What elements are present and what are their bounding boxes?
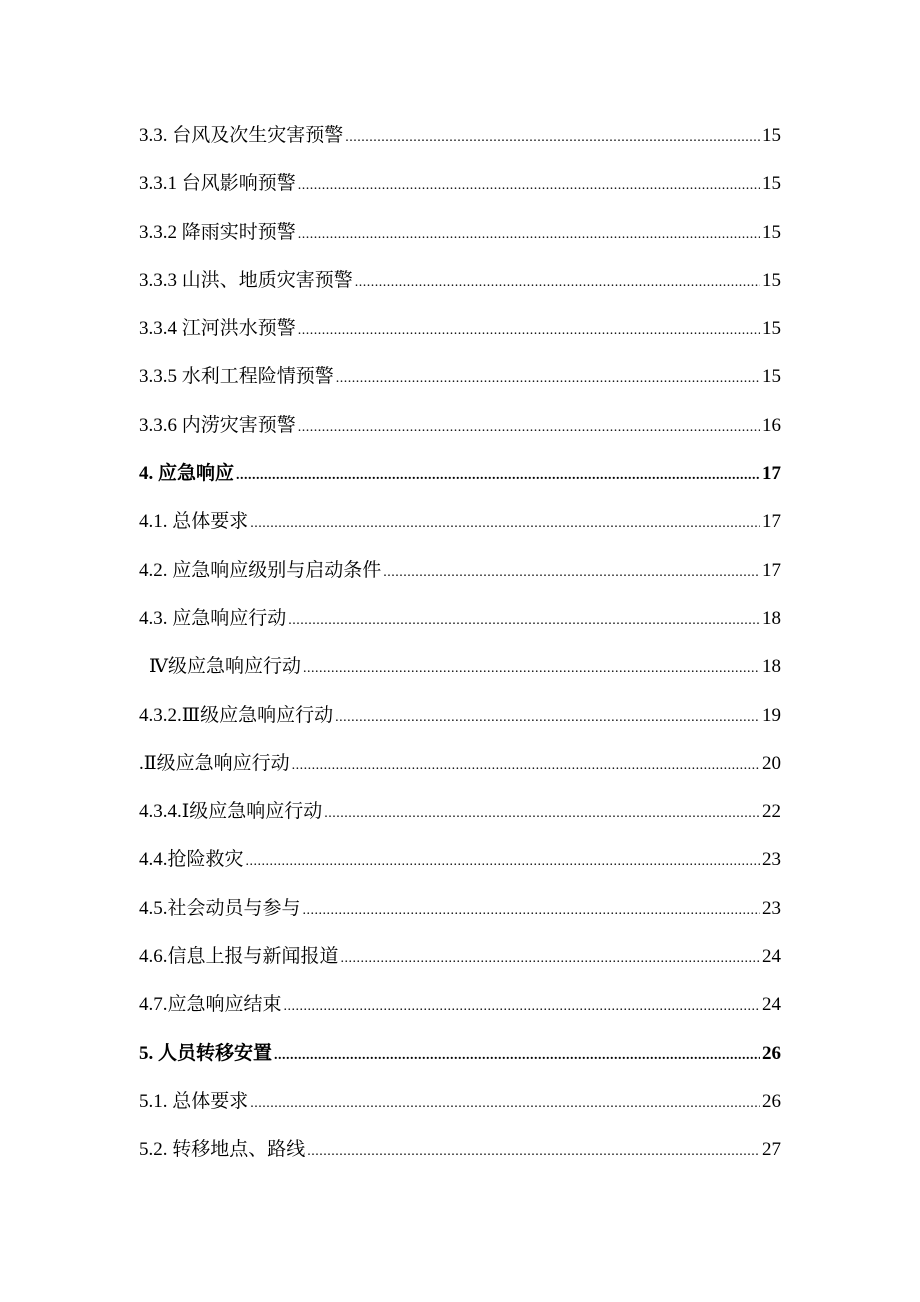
toc-entry-page: 24	[762, 994, 781, 1016]
toc-entry-page: 15	[762, 125, 781, 146]
toc-entry-label: 5. 人员转移安置	[139, 1042, 273, 1064]
toc-chapter-entry[interactable]	[139, 1030, 781, 1078]
toc-chapter-entry[interactable]	[139, 450, 781, 498]
toc-leader-dots	[336, 355, 760, 403]
toc-leader-dots	[298, 211, 760, 259]
toc-entry-page: 15	[762, 221, 781, 243]
toc-entry-page: 26	[762, 1090, 781, 1112]
toc-entry[interactable]	[139, 112, 781, 160]
toc-entry-label: 4.2. 应急响应级别与启动条件	[139, 559, 382, 581]
toc-entry[interactable]	[139, 1126, 781, 1174]
toc-entry-page: 15	[762, 173, 781, 195]
toc-entry-page: 17	[762, 511, 781, 533]
toc-entry-page: 15	[762, 318, 781, 340]
toc-entry-page: 18	[762, 607, 781, 629]
toc-entry-page: 17	[762, 559, 781, 581]
toc-leader-dots	[324, 790, 760, 838]
toc-entry-label: 3.3.4 江河洪水预警	[139, 318, 296, 340]
toc-entry-page: 19	[762, 704, 781, 726]
toc-entry[interactable]	[139, 498, 781, 546]
toc-entry-label: .Ⅱ级应急响应行动	[139, 752, 290, 774]
toc-entry-page: 24	[762, 946, 781, 968]
toc-entry-label: 4.1. 总体要求	[139, 511, 249, 533]
toc-entry[interactable]	[139, 353, 781, 401]
toc-entry[interactable]	[139, 788, 781, 836]
toc-leader-dots	[284, 983, 760, 1031]
toc-entry[interactable]	[139, 836, 781, 884]
toc-entry-page: 23	[762, 849, 781, 871]
toc-entry-page: 27	[762, 1139, 781, 1161]
toc-entry[interactable]	[139, 547, 781, 595]
toc-entry-page: 26	[762, 1042, 781, 1064]
toc-entry-page: 18	[762, 656, 781, 678]
toc-leader-dots	[236, 452, 760, 500]
toc-entry-page: 15	[762, 366, 781, 388]
toc-entry-label: 5.2. 转移地点、路线	[139, 1139, 306, 1161]
toc-entry[interactable]	[139, 643, 781, 691]
toc-leader-dots	[292, 742, 760, 790]
toc-entry[interactable]	[139, 257, 781, 305]
toc-leader-dots	[246, 838, 760, 886]
toc-entry-label: 4.5.社会动员与参与	[139, 897, 301, 919]
toc-leader-dots	[307, 1128, 760, 1176]
toc-entry[interactable]	[139, 1078, 781, 1126]
toc-entry-label: 4.7.应急响应结束	[139, 994, 282, 1016]
toc-entry-label: Ⅳ级应急响应行动	[149, 656, 301, 678]
toc-entry-label: 4.3.2.Ⅲ级应急响应行动	[139, 704, 334, 726]
table-of-contents	[139, 112, 781, 1175]
toc-entry-page: 20	[762, 752, 781, 774]
toc-entry[interactable]	[139, 305, 781, 353]
toc-entry-label: 4.6.信息上报与新闻报道	[139, 946, 339, 968]
toc-entry[interactable]	[139, 981, 781, 1029]
toc-leader-dots	[383, 549, 760, 597]
toc-leader-dots	[335, 694, 760, 742]
toc-leader-dots	[355, 259, 760, 307]
toc-leader-dots	[303, 887, 760, 935]
toc-entry-label: 3.3.6 内涝灾害预警	[139, 414, 296, 436]
toc-leader-dots	[250, 500, 760, 548]
toc-entry[interactable]	[139, 160, 781, 208]
toc-entry-page: 23	[762, 897, 781, 919]
toc-leader-dots	[298, 162, 760, 210]
toc-entry-label: 5.1. 总体要求	[139, 1090, 249, 1112]
toc-leader-dots	[345, 114, 760, 162]
toc-entry-page: 16	[762, 414, 781, 436]
toc-entry[interactable]	[139, 595, 781, 643]
toc-leader-dots	[298, 307, 760, 355]
toc-leader-dots	[288, 597, 760, 645]
toc-entry-label: 3.3.3 山洪、地质灾害预警	[139, 269, 353, 291]
toc-entry-label: 3.3. 台风及次生灾害预警	[139, 125, 344, 146]
toc-entry-page: 22	[762, 801, 781, 823]
toc-entry-label: 3.3.2 降雨实时预警	[139, 221, 296, 243]
toc-entry[interactable]	[139, 885, 781, 933]
toc-leader-dots	[250, 1080, 760, 1128]
toc-entry-label: 4.3.4.Ⅰ级应急响应行动	[139, 801, 323, 823]
toc-entry-page: 17	[762, 463, 781, 485]
toc-entry-label: 3.3.1 台风影响预警	[139, 173, 296, 195]
toc-leader-dots	[303, 645, 760, 693]
toc-leader-dots	[341, 935, 760, 983]
toc-entry-label: 4. 应急响应	[139, 463, 235, 485]
toc-entry[interactable]	[139, 209, 781, 257]
toc-entry[interactable]	[139, 740, 781, 788]
toc-entry[interactable]	[139, 402, 781, 450]
toc-entry-label: 4.4.抢险救灾	[139, 849, 244, 871]
toc-leader-dots	[274, 1032, 760, 1080]
toc-entry-label: 3.3.5 水利工程险情预警	[139, 366, 334, 388]
toc-leader-dots	[298, 404, 760, 452]
toc-entry-page: 15	[762, 269, 781, 291]
toc-entry[interactable]	[139, 692, 781, 740]
toc-entry[interactable]	[139, 933, 781, 981]
toc-entry-label: 4.3. 应急响应行动	[139, 607, 287, 629]
